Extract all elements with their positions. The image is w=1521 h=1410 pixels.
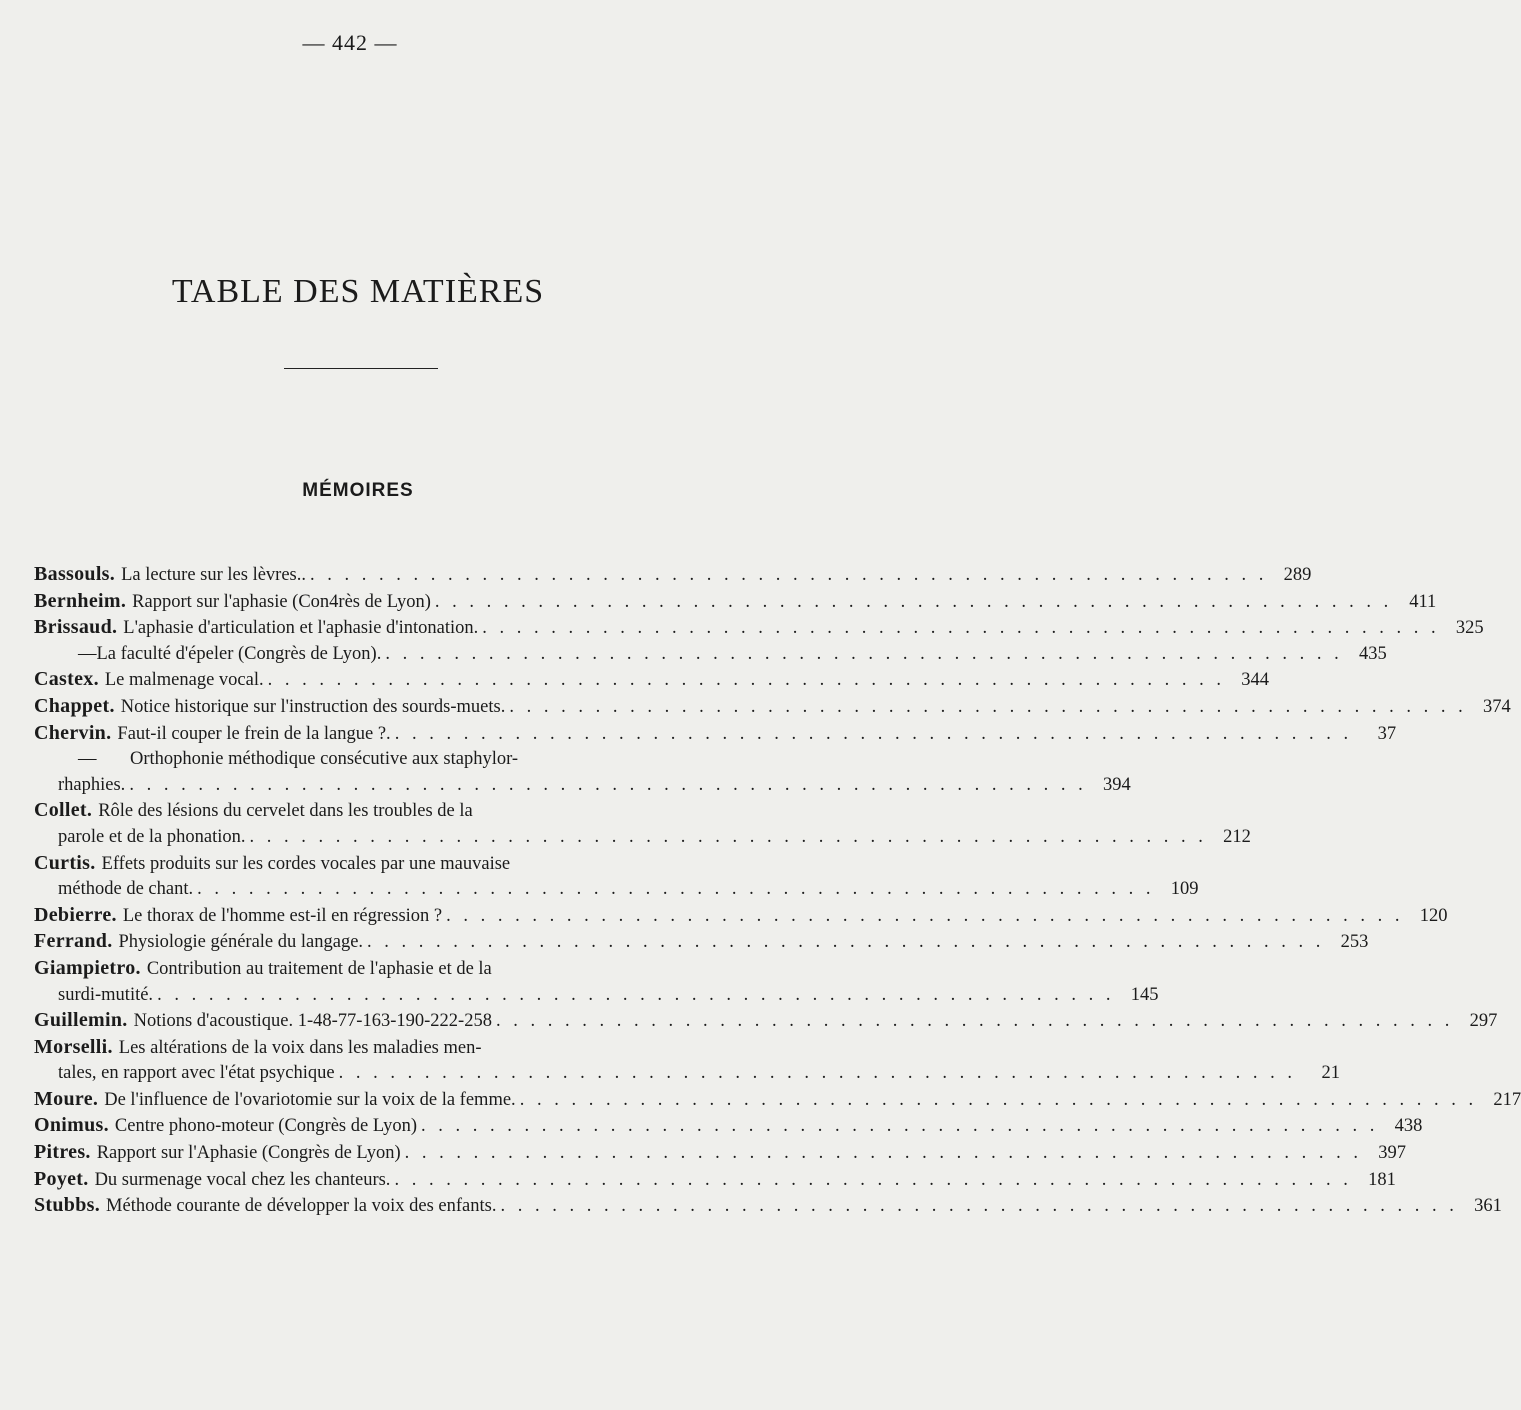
dot-leader (395, 722, 1352, 748)
toc-author: Bassouls. (34, 563, 116, 585)
toc-entry (34, 903, 1448, 930)
toc-author: Stubbs. (34, 1194, 101, 1217)
toc-title-line: surdi-mutité. (58, 984, 154, 1005)
dot-leader (405, 1141, 1362, 1167)
toc-page-number: 435 (1358, 643, 1387, 664)
toc-title-line: Rôle des lésions du cervelet dans les troubles de la (98, 801, 473, 822)
toc-entry (34, 1193, 1502, 1220)
dot-leader (509, 695, 1466, 721)
toc-page-number: 37 (1377, 723, 1397, 744)
toc-entry (34, 956, 1159, 1008)
toc-author: Castex. (34, 668, 99, 691)
toc-page-number: 297 (1469, 1011, 1498, 1032)
section-heading: MÉMOIRES (302, 480, 414, 501)
dot-leader (482, 616, 1439, 642)
page-title: TABLE DES MATIÈRES (171, 272, 545, 310)
dot-leader (394, 1168, 1351, 1194)
toc-page-number: 397 (1378, 1143, 1406, 1164)
toc-page-number: 344 (1241, 670, 1269, 691)
toc-page-number: 212 (1223, 826, 1251, 847)
dot-leader (197, 877, 1154, 903)
toc-author: Moure. (34, 1087, 99, 1110)
dot-leader (496, 1009, 1453, 1035)
toc-page-number: 289 (1283, 565, 1312, 585)
table-of-contents (34, 562, 1521, 1220)
toc-author: Pitres. (34, 1141, 91, 1164)
toc-entry (34, 929, 1369, 956)
toc-title-line: Le malmenage vocal. (104, 670, 264, 691)
toc-title-line: De l'influence de l'ovariotomie sur la voix de la femme. (104, 1089, 516, 1110)
toc-title-line: Le thorax de l'homme est-il en régression ? (122, 905, 443, 926)
toc-author: Debierre. (34, 903, 117, 926)
toc-title-line: Centre phono-moteur (Congrès de Lyon) (114, 1116, 418, 1137)
toc-title-line: parole et de la phonation. (58, 826, 246, 847)
toc-entry (34, 1140, 1406, 1167)
toc-entry (34, 798, 1251, 850)
toc-author: Brissaud. (34, 616, 118, 639)
toc-entry (34, 1167, 1396, 1194)
toc-title-line: Les altérations de la voix dans les maladies men- (118, 1037, 482, 1058)
ditto-dash: — (78, 749, 97, 770)
toc-title-line: Rapport sur l'Aphasie (Congrès de Lyon) (96, 1143, 401, 1164)
toc-title-line: La lecture sur les lèvres.. (121, 565, 306, 585)
toc-author: Guillemin. (34, 1009, 128, 1032)
toc-author: Onimus. (34, 1114, 109, 1137)
toc-title-line: tales, en rapport avec l'état psychique (58, 1063, 335, 1084)
toc-entry (34, 562, 1312, 589)
toc-title-line: Rapport sur l'aphasie (Con4rès de Lyon) (132, 591, 431, 612)
dot-leader (250, 825, 1207, 851)
toc-title-line: La faculté d'épeler (Congrès de Lyon). (96, 643, 382, 664)
toc-entry (34, 1087, 1521, 1114)
toc-page-number: 325 (1455, 618, 1484, 639)
toc-author: Bernheim. (34, 589, 127, 612)
toc-author: Poyet. (34, 1167, 89, 1190)
toc-page-number: 109 (1170, 879, 1199, 900)
toc-author: Collet. (34, 799, 93, 822)
toc-title-line: Orthophonie méthodique consécutive aux staphylor- (130, 749, 519, 770)
title-divider (284, 368, 438, 369)
dot-leader (520, 1088, 1477, 1114)
toc-entry (34, 1113, 1423, 1140)
toc-title-line: Faut-il couper le frein de la langue ?. (117, 723, 391, 744)
toc-entry (34, 1008, 1498, 1035)
toc-title-line: Contribution au traitement de l'aphasie et de la (146, 958, 492, 979)
toc-entry (34, 694, 1511, 721)
toc-page-number: 217 (1493, 1089, 1521, 1110)
toc-title-line: Effets produits sur les cordes vocales par une mauvaise (101, 853, 511, 874)
dot-leader (157, 983, 1114, 1009)
toc-page-number: 181 (1368, 1169, 1396, 1190)
toc-page-number: 374 (1482, 696, 1511, 717)
dot-leader (421, 1114, 1378, 1140)
toc-entry (34, 721, 1397, 748)
toc-entry (34, 747, 1131, 798)
toc-entry (34, 589, 1437, 616)
toc-author: Chappet. (34, 694, 115, 717)
dot-leader (367, 930, 1324, 956)
dot-leader (435, 590, 1392, 616)
toc-title-line: Notions d'acoustique. 1-48-77-163-190-222-258 (133, 1011, 492, 1032)
toc-entry (34, 1035, 1340, 1087)
toc-page-number: 411 (1409, 591, 1437, 612)
toc-title-line: Du surmenage vocal chez les chanteurs. (94, 1169, 391, 1190)
dot-leader (446, 904, 1403, 930)
dot-leader (339, 1061, 1296, 1087)
toc-page-number: 120 (1419, 905, 1448, 926)
toc-title-line: rhaphies. (58, 774, 126, 795)
ditto-dash: — (78, 643, 97, 664)
toc-title-line: Méthode courante de développer la voix des enfants. (106, 1196, 497, 1217)
toc-author: Curtis. (34, 851, 96, 874)
toc-entry (34, 851, 1199, 903)
toc-entry (34, 667, 1269, 694)
toc-title-line: L'aphasie d'articulation et l'aphasie d'intonation. (123, 618, 479, 639)
toc-author: Chervin. (34, 721, 112, 744)
page-number: — 442 — (302, 30, 398, 55)
toc-entry (34, 642, 1387, 668)
toc-page-number: 394 (1102, 774, 1131, 795)
dot-leader (385, 642, 1342, 668)
dot-leader (500, 1194, 1457, 1220)
toc-page-number: 145 (1130, 984, 1159, 1005)
toc-title-line: Physiologie générale du langage. (118, 932, 364, 953)
toc-title-line: méthode de chant. (58, 879, 194, 900)
toc-author: Giampietro. (34, 956, 141, 979)
toc-page-number: 253 (1340, 932, 1369, 953)
toc-page-number: 438 (1394, 1116, 1423, 1137)
toc-page-number: 361 (1474, 1196, 1502, 1217)
dot-leader (268, 668, 1225, 694)
toc-author: Ferrand. (34, 930, 113, 953)
toc-page-number: 21 (1321, 1063, 1340, 1084)
toc-entry (34, 615, 1484, 642)
dot-leader (310, 563, 1267, 589)
toc-title-line: Notice historique sur l'instruction des sourds-muets. (120, 696, 506, 717)
toc-author: Morselli. (34, 1035, 113, 1058)
dot-leader (129, 773, 1086, 799)
